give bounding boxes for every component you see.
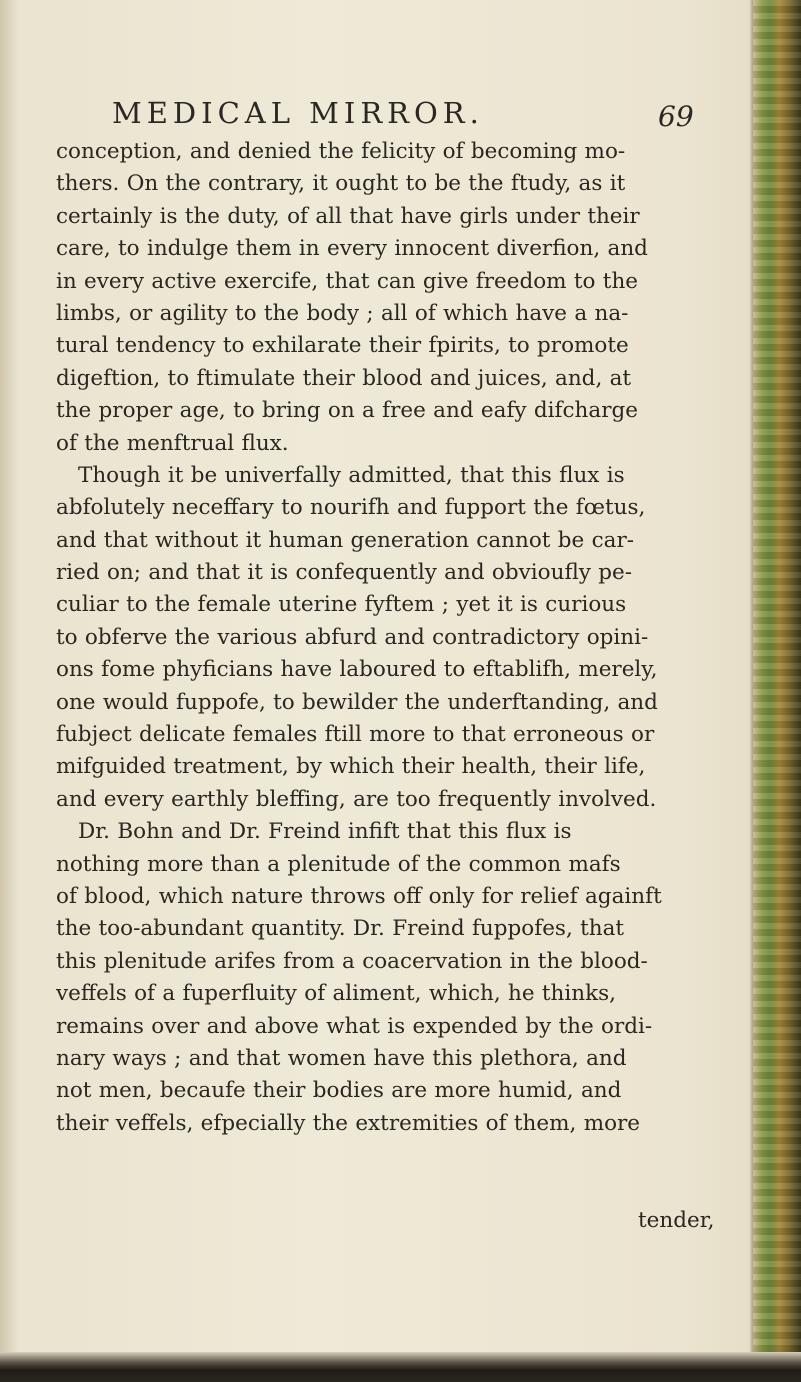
text-line: care, to indulge them in every innocent diverfion, and: [56, 236, 648, 262]
text-line: of the menftrual flux.: [56, 430, 289, 456]
text-line: conception, and denied the felicity of becoming mo-: [56, 139, 626, 164]
text-line: nary ways ; and that women have this plethora, and: [56, 1045, 627, 1071]
page-header: [112, 96, 692, 138]
text-line: Though it be univerfally admitted, that this flux is: [78, 462, 625, 488]
text-line: veffels of a fuperfluity of aliment, which, he thinks,: [56, 981, 617, 1007]
text-line: to obferve the various abfurd and contradictory opini-: [56, 624, 649, 650]
body-text: [56, 136, 746, 1140]
text-line: one would fuppofe, to bewilder the underftanding, and: [56, 689, 658, 715]
text-line: and every earthly bleffing, are too frequently involved.: [56, 786, 657, 812]
text-line: culiar to the female uterine fyftem ; yet it is curious: [56, 592, 627, 618]
catchword: tender,: [638, 1208, 715, 1233]
text-line: the proper age, to bring on a free and eafy difcharge: [56, 398, 638, 424]
text-line: fubject delicate females ftill more to that erroneous or: [56, 722, 655, 748]
text-line: in every active exercife, that can give freedom to the: [56, 268, 639, 294]
text-line: their veffels, efpecially the extremities of them, more: [56, 1110, 641, 1136]
text-line: not men, becaufe their bodies are more humid, and: [56, 1078, 622, 1104]
text-line: mifguided treatment, by which their health, their life,: [56, 754, 646, 780]
text-line: Dr. Bohn and Dr. Freind infift that this flux is: [78, 819, 572, 845]
text-line: this plenitude arifes from a coacervation in the blood-: [56, 948, 648, 974]
page-number: 69: [658, 100, 694, 133]
running-head: MEDICAL MIRROR.: [112, 96, 484, 130]
text-line: and that without it human generation cannot be car-: [56, 527, 634, 553]
page-bottom-edge: [0, 1352, 801, 1382]
text-line: of blood, which nature throws off only for relief againft: [56, 883, 662, 909]
text-line: ried on; and that it is confequently and obvioufly pe-: [56, 560, 633, 586]
text-line: abfolutely neceffary to nourifh and fupport the fœtus,: [56, 495, 646, 521]
text-line: digeftion, to ftimulate their blood and juices, and, at: [56, 365, 632, 391]
text-line: tural tendency to exhilarate their fpirits, to promote: [56, 333, 629, 359]
text-line: limbs, or agility to the body ; all of which have a na-: [56, 300, 629, 326]
text-line: ons fome phyficians have laboured to eftablifh, merely,: [56, 657, 658, 683]
text-line: certainly is the duty, of all that have girls under their: [56, 203, 640, 229]
gutter-shadow: [0, 0, 18, 1382]
text-line: the too-abundant quantity. Dr. Freind fuppofes, that: [56, 916, 625, 942]
text-line: remains over and above what is expended by the ordi-: [56, 1013, 653, 1039]
marbled-binding: [753, 0, 801, 1382]
text-line: thers. On the contrary, it ought to be the ftudy, as it: [56, 171, 626, 197]
text-line: nothing more than a plenitude of the common mafs: [56, 851, 621, 877]
